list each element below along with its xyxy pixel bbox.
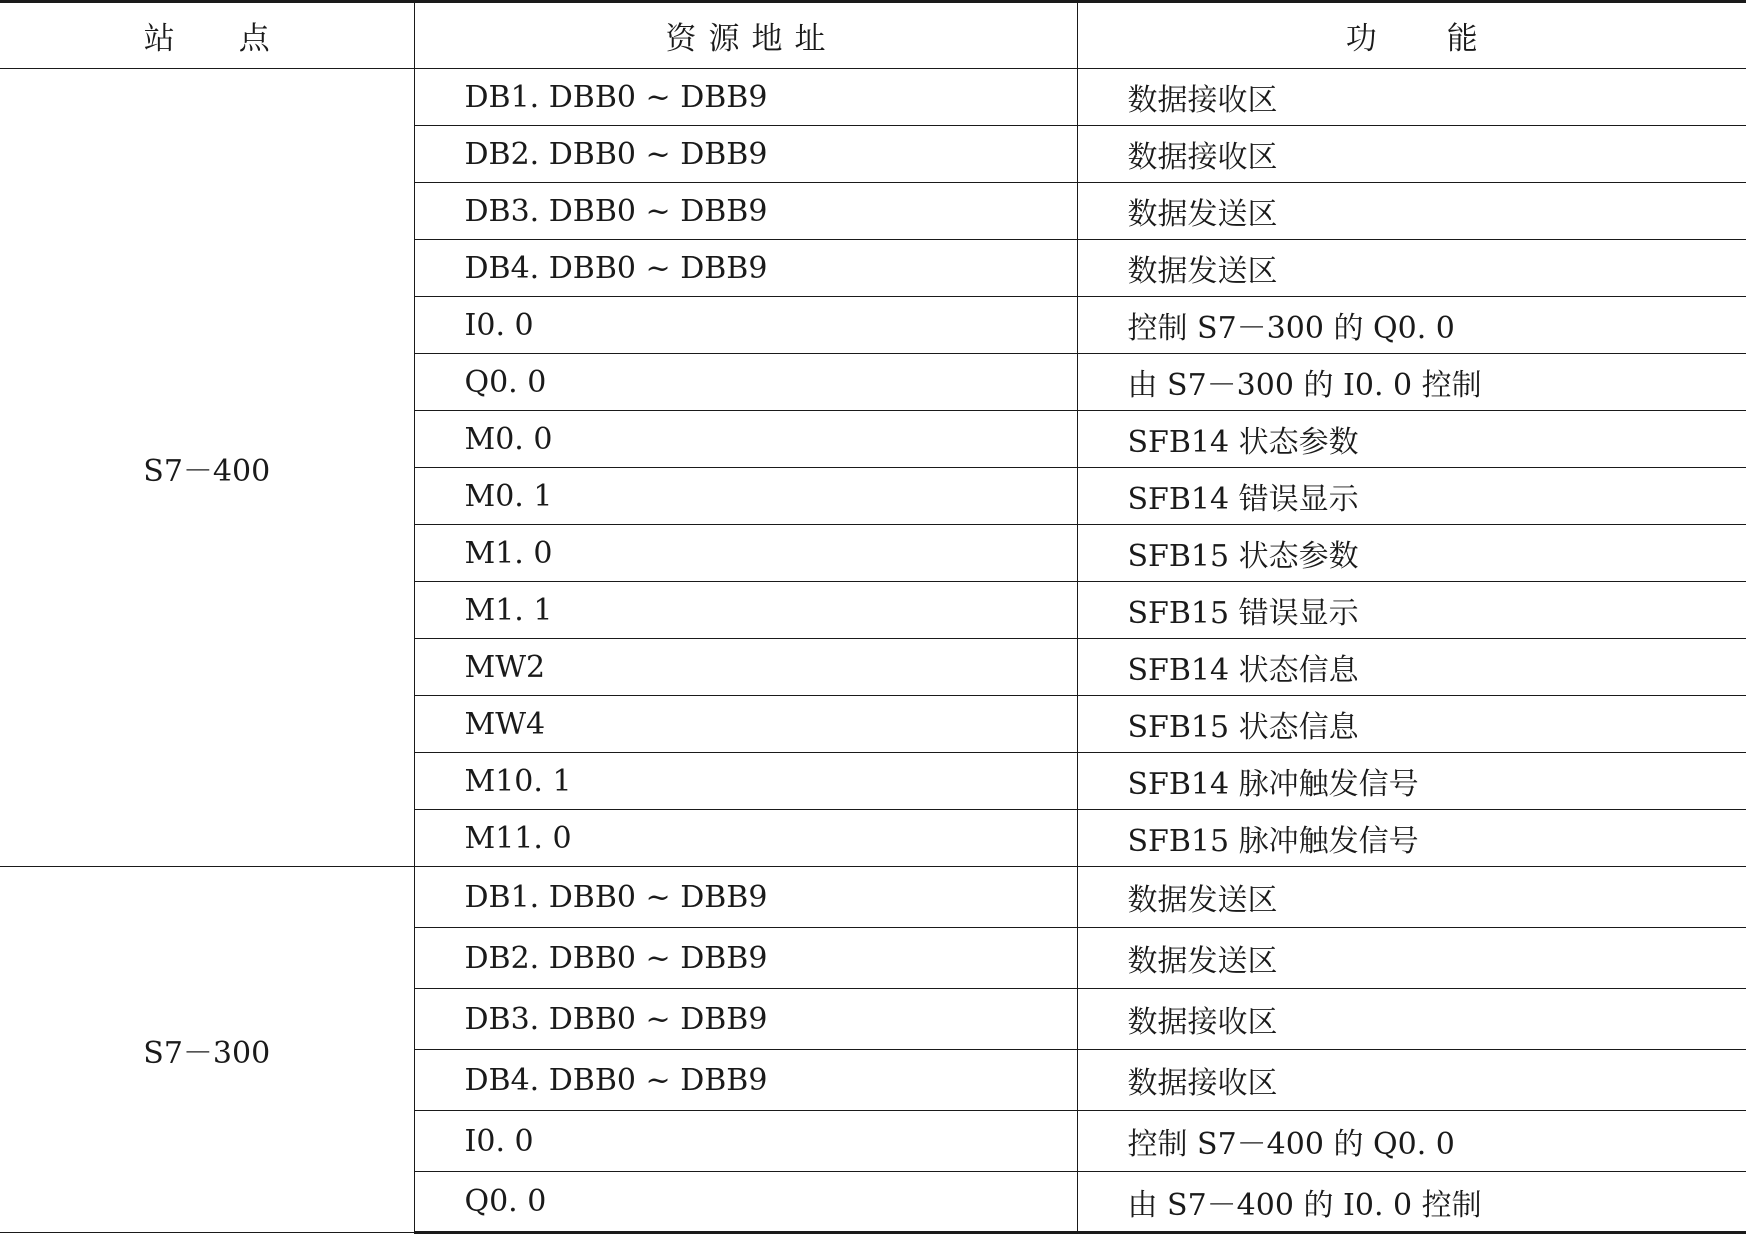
function-cell: 数据接收区 [1077, 989, 1746, 1050]
address-cell: Q0. 0 [414, 1172, 1077, 1233]
station-cell: S7－300 [0, 867, 414, 1233]
function-cell: 控制 S7－400 的 Q0. 0 [1077, 1111, 1746, 1172]
function-cell: 数据发送区 [1077, 928, 1746, 989]
address-cell: Q0. 0 [414, 354, 1077, 411]
function-cell: 数据发送区 [1077, 240, 1746, 297]
address-cell: M0. 1 [414, 468, 1077, 525]
address-cell: I0. 0 [414, 1111, 1077, 1172]
address-cell: DB2. DBB0 ~ DBB9 [414, 928, 1077, 989]
function-cell: SFB14 脉冲触发信号 [1077, 753, 1746, 810]
header-function: 功能 [1077, 2, 1746, 69]
function-cell: 控制 S7－300 的 Q0. 0 [1077, 297, 1746, 354]
address-cell: MW2 [414, 639, 1077, 696]
address-cell: DB2. DBB0 ~ DBB9 [414, 126, 1077, 183]
header-station: 站点 [0, 2, 414, 69]
function-cell: 由 S7－300 的 I0. 0 控制 [1077, 354, 1746, 411]
function-cell: SFB15 状态参数 [1077, 525, 1746, 582]
address-cell: MW4 [414, 696, 1077, 753]
station-cell: S7－400 [0, 69, 414, 867]
address-cell: DB3. DBB0 ~ DBB9 [414, 989, 1077, 1050]
table-body [0, 69, 1746, 1233]
address-cell: DB4. DBB0 ~ DBB9 [414, 240, 1077, 297]
function-cell: 数据接收区 [1077, 69, 1746, 126]
address-cell: DB1. DBB0 ~ DBB9 [414, 69, 1077, 126]
function-cell: 数据发送区 [1077, 867, 1746, 928]
address-cell: M1. 1 [414, 582, 1077, 639]
address-cell: DB4. DBB0 ~ DBB9 [414, 1050, 1077, 1111]
address-cell: DB1. DBB0 ~ DBB9 [414, 867, 1077, 928]
address-cell: M1. 0 [414, 525, 1077, 582]
address-cell: M11. 0 [414, 810, 1077, 867]
header-address: 资源地址 [414, 2, 1077, 69]
function-cell: SFB14 错误显示 [1077, 468, 1746, 525]
function-cell: 数据接收区 [1077, 126, 1746, 183]
header-row [0, 2, 1746, 69]
function-cell: SFB15 脉冲触发信号 [1077, 810, 1746, 867]
address-cell: M10. 1 [414, 753, 1077, 810]
address-cell: I0. 0 [414, 297, 1077, 354]
function-cell: 数据发送区 [1077, 183, 1746, 240]
function-cell: 数据接收区 [1077, 1050, 1746, 1111]
table-row [0, 867, 1746, 928]
address-cell: M0. 0 [414, 411, 1077, 468]
address-cell: DB3. DBB0 ~ DBB9 [414, 183, 1077, 240]
function-cell: SFB15 错误显示 [1077, 582, 1746, 639]
table-row [0, 69, 1746, 126]
function-cell: SFB14 状态信息 [1077, 639, 1746, 696]
function-cell: 由 S7－400 的 I0. 0 控制 [1077, 1172, 1746, 1233]
function-cell: SFB14 状态参数 [1077, 411, 1746, 468]
function-cell: SFB15 状态信息 [1077, 696, 1746, 753]
